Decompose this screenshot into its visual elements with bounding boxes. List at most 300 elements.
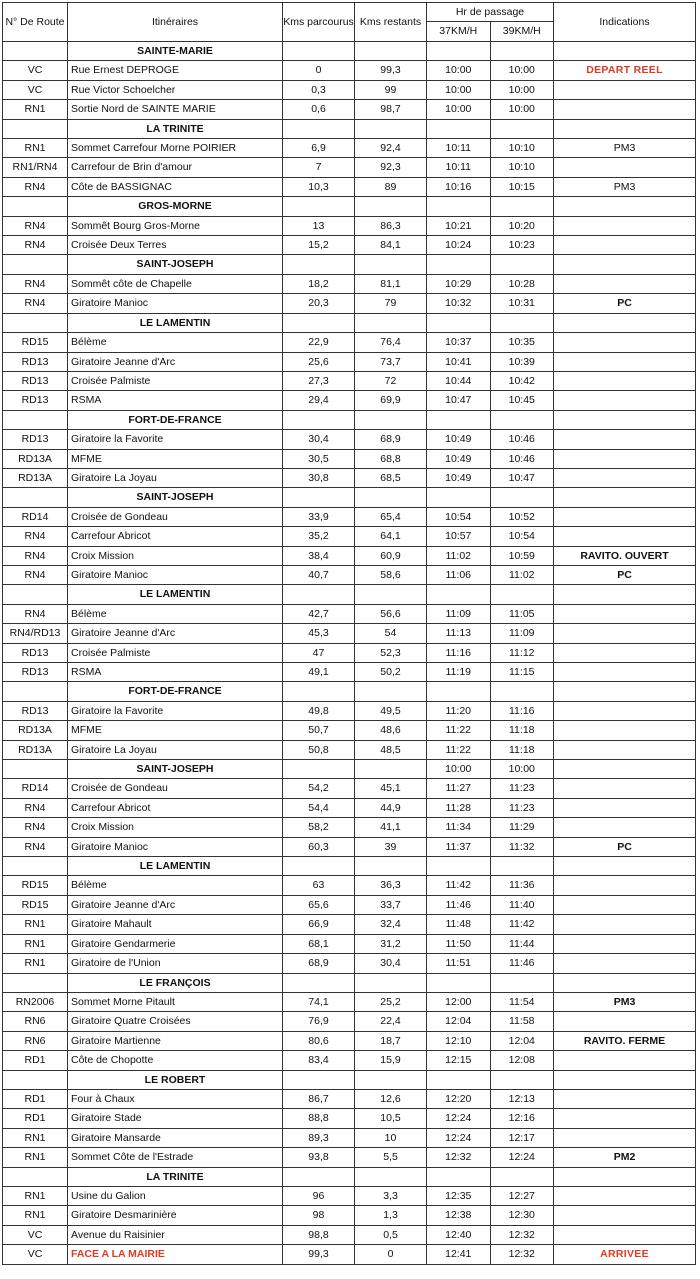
kms-restants-cell: 12,6 (355, 1089, 427, 1108)
time-37-cell: 12:20 (427, 1089, 491, 1108)
table-row (3, 954, 696, 973)
kms-parcourus-cell: 42,7 (283, 604, 355, 623)
section-row (3, 255, 696, 274)
indication-cell: DEPART REEL (554, 61, 696, 80)
time-37-cell: 12:40 (427, 1225, 491, 1244)
section-ind-cell (554, 857, 696, 876)
route-cell: RN4 (3, 274, 68, 293)
kms-parcourus-cell: 65,6 (283, 895, 355, 914)
itinerary-cell: Bélème (68, 876, 283, 895)
itinerary-cell: Carrefour Abricot (68, 527, 283, 546)
route-cell: RN6 (3, 1012, 68, 1031)
indication-cell: PM3 (554, 139, 696, 158)
table-row (3, 1128, 696, 1147)
route-cell: RD13 (3, 663, 68, 682)
header-kms-parcourus: Kms parcourus (283, 3, 355, 42)
kms-parcourus-cell: 98 (283, 1206, 355, 1225)
time-37-cell: 12:38 (427, 1206, 491, 1225)
route-cell: RD1 (3, 1109, 68, 1128)
table-row (3, 61, 696, 80)
itinerary-cell: Giratoire Gendarmerie (68, 934, 283, 953)
indication-cell (554, 818, 696, 837)
header-speed-37: 37KM/H (427, 22, 491, 42)
section-ind-cell (554, 255, 696, 274)
kms-restants-cell: 10 (355, 1128, 427, 1147)
kms-restants-cell: 54 (355, 624, 427, 643)
itinerary-cell: Rue Victor Schoelcher (68, 80, 283, 99)
header-kms-restants: Kms restants (355, 3, 427, 42)
indication-cell (554, 1206, 696, 1225)
itinerary-cell: Giratoire Manioc (68, 294, 283, 313)
section-time-37 (427, 682, 491, 701)
itinerary-cell: Sommet Côte de l'Estrade (68, 1148, 283, 1167)
section-route-cell (3, 1167, 68, 1186)
time-39-cell: 12:32 (490, 1225, 554, 1244)
time-39-cell: 11:36 (490, 876, 554, 895)
indication-cell (554, 430, 696, 449)
section-name: LE LAMENTIN (68, 857, 283, 876)
kms-restants-cell: 41,1 (355, 818, 427, 837)
itinerary-cell: Giratoire Stade (68, 1109, 283, 1128)
section-route-cell (3, 42, 68, 61)
route-cell: RD13 (3, 643, 68, 662)
kms-parcourus-cell: 93,8 (283, 1148, 355, 1167)
indication-cell: RAVITO. OUVERT (554, 546, 696, 565)
itinerary-cell: Giratoire La Joyau (68, 468, 283, 487)
time-39-cell: 11:23 (490, 779, 554, 798)
time-37-cell: 10:00 (427, 80, 491, 99)
table-row (3, 565, 696, 584)
section-ind-cell (554, 682, 696, 701)
section-name: LA TRINITE (68, 1167, 283, 1186)
table-row (3, 80, 696, 99)
route-cell: RN4 (3, 236, 68, 255)
section-time-39 (490, 682, 554, 701)
section-route-cell (3, 682, 68, 701)
kms-parcourus-cell: 80,6 (283, 1031, 355, 1050)
section-time-37 (427, 488, 491, 507)
time-39-cell: 12:30 (490, 1206, 554, 1225)
section-kp-cell (283, 42, 355, 61)
itinerary-cell: Four à Chaux (68, 1089, 283, 1108)
indication-cell: PM3 (554, 177, 696, 196)
section-kp-cell (283, 973, 355, 992)
itinerary-cell: Giratoire Manioc (68, 565, 283, 584)
itinerary-cell: Bélème (68, 333, 283, 352)
section-kr-cell (355, 682, 427, 701)
indication-cell (554, 1089, 696, 1108)
time-39-cell: 10:46 (490, 449, 554, 468)
section-name: LE LAMENTIN (68, 313, 283, 332)
time-39-cell: 10:00 (490, 100, 554, 119)
table-row (3, 837, 696, 856)
kms-parcourus-cell: 25,6 (283, 352, 355, 371)
kms-restants-cell: 15,9 (355, 1051, 427, 1070)
time-39-cell: 12:27 (490, 1186, 554, 1205)
itinerary-cell: Usine du Galion (68, 1186, 283, 1205)
kms-restants-cell: 84,1 (355, 236, 427, 255)
time-37-cell: 10:21 (427, 216, 491, 235)
table-row (3, 604, 696, 623)
indication-cell (554, 915, 696, 934)
itinerary-cell: Giratoire Jeanne d'Arc (68, 895, 283, 914)
route-cell: RN1 (3, 1206, 68, 1225)
kms-parcourus-cell: 49,1 (283, 663, 355, 682)
time-37-cell: 12:10 (427, 1031, 491, 1050)
route-cell: RN1 (3, 1186, 68, 1205)
kms-restants-cell: 33,7 (355, 895, 427, 914)
kms-restants-cell: 76,4 (355, 333, 427, 352)
indication-cell: ARRIVEE (554, 1245, 696, 1264)
kms-parcourus-cell: 29,4 (283, 391, 355, 410)
itinerary-cell: Giratoire Mahault (68, 915, 283, 934)
time-37-cell: 11:09 (427, 604, 491, 623)
section-kp-cell (283, 760, 355, 779)
indication-cell (554, 274, 696, 293)
kms-restants-cell: 99 (355, 80, 427, 99)
section-kr-cell (355, 973, 427, 992)
time-39-cell: 11:32 (490, 837, 554, 856)
kms-restants-cell: 92,3 (355, 158, 427, 177)
section-name: LE LAMENTIN (68, 585, 283, 604)
itinerary-cell: Côte de BASSIGNAC (68, 177, 283, 196)
time-39-cell: 12:24 (490, 1148, 554, 1167)
section-time-39 (490, 313, 554, 332)
time-39-cell: 10:54 (490, 527, 554, 546)
route-cell: RD13 (3, 352, 68, 371)
kms-restants-cell: 50,2 (355, 663, 427, 682)
time-39-cell: 10:35 (490, 333, 554, 352)
time-37-cell: 10:29 (427, 274, 491, 293)
table-row (3, 177, 696, 196)
kms-parcourus-cell: 66,9 (283, 915, 355, 934)
route-cell: RD14 (3, 507, 68, 526)
route-cell: RN1 (3, 915, 68, 934)
itinerary-cell: Bélème (68, 604, 283, 623)
kms-restants-cell: 48,6 (355, 721, 427, 740)
time-39-cell: 11:40 (490, 895, 554, 914)
section-time-37 (427, 119, 491, 138)
kms-parcourus-cell: 86,7 (283, 1089, 355, 1108)
header-hr-passage: Hr de passage (427, 3, 554, 22)
section-route-cell (3, 488, 68, 507)
section-time-39 (490, 255, 554, 274)
indication-cell (554, 216, 696, 235)
itinerary-cell: Sommet Carrefour Morne POIRIER (68, 139, 283, 158)
kms-parcourus-cell: 40,7 (283, 565, 355, 584)
section-kr-cell (355, 488, 427, 507)
time-37-cell: 11:51 (427, 954, 491, 973)
route-cell: RN4 (3, 798, 68, 817)
table-row (3, 895, 696, 914)
section-kr-cell (355, 1167, 427, 1186)
time-39-cell: 10:10 (490, 158, 554, 177)
route-cell: RD13A (3, 468, 68, 487)
section-row (3, 197, 696, 216)
itinerary-cell: Croix Mission (68, 818, 283, 837)
section-time-39 (490, 1167, 554, 1186)
kms-restants-cell: 25,2 (355, 992, 427, 1011)
indication-cell (554, 527, 696, 546)
section-route-cell (3, 1070, 68, 1089)
kms-restants-cell: 73,7 (355, 352, 427, 371)
indication-cell (554, 779, 696, 798)
table-row (3, 1186, 696, 1205)
time-39-cell: 10:59 (490, 546, 554, 565)
table-row (3, 779, 696, 798)
indication-cell: PM2 (554, 1148, 696, 1167)
table-row (3, 643, 696, 662)
section-route-cell (3, 313, 68, 332)
table-row (3, 624, 696, 643)
route-cell: VC (3, 1225, 68, 1244)
indication-cell (554, 1109, 696, 1128)
table-row (3, 546, 696, 565)
section-route-cell (3, 410, 68, 429)
section-ind-cell (554, 119, 696, 138)
time-39-cell: 10:23 (490, 236, 554, 255)
time-39-cell: 10:28 (490, 274, 554, 293)
time-39-cell: 11:46 (490, 954, 554, 973)
kms-parcourus-cell: 54,2 (283, 779, 355, 798)
route-cell: RN4 (3, 565, 68, 584)
route-cell: RN4 (3, 604, 68, 623)
time-39-cell: 10:10 (490, 139, 554, 158)
kms-restants-cell: 60,9 (355, 546, 427, 565)
indication-cell: PC (554, 837, 696, 856)
section-route-cell (3, 760, 68, 779)
indication-cell (554, 449, 696, 468)
itinerary-table (2, 2, 696, 1265)
header-speed-39: 39KM/H (490, 22, 554, 42)
kms-parcourus-cell: 76,9 (283, 1012, 355, 1031)
route-cell: RD1 (3, 1051, 68, 1070)
indication-cell: PC (554, 294, 696, 313)
time-37-cell: 10:47 (427, 391, 491, 410)
time-37-cell: 11:20 (427, 701, 491, 720)
time-39-cell: 12:32 (490, 1245, 554, 1264)
kms-restants-cell: 99,3 (355, 61, 427, 80)
kms-restants-cell: 68,5 (355, 468, 427, 487)
indication-cell: PC (554, 565, 696, 584)
itinerary-cell: Giratoire la Favorite (68, 430, 283, 449)
itinerary-cell: MFME (68, 449, 283, 468)
time-37-cell: 10:49 (427, 468, 491, 487)
time-39-cell: 12:04 (490, 1031, 554, 1050)
time-39-cell: 10:00 (490, 61, 554, 80)
kms-parcourus-cell: 18,2 (283, 274, 355, 293)
route-cell: RN2006 (3, 992, 68, 1011)
section-name: SAINT-JOSEPH (68, 255, 283, 274)
itinerary-cell: Giratoire Mansarde (68, 1128, 283, 1147)
itinerary-cell: Giratoire Desmarinière (68, 1206, 283, 1225)
section-time-39 (490, 410, 554, 429)
section-time-37 (427, 857, 491, 876)
section-ind-cell (554, 410, 696, 429)
section-time-39 (490, 119, 554, 138)
table-row (3, 701, 696, 720)
indication-cell (554, 721, 696, 740)
kms-parcourus-cell: 58,2 (283, 818, 355, 837)
section-row (3, 1167, 696, 1186)
time-37-cell: 10:57 (427, 527, 491, 546)
time-37-cell: 11:37 (427, 837, 491, 856)
kms-restants-cell: 45,1 (355, 779, 427, 798)
table-row (3, 1012, 696, 1031)
kms-restants-cell: 22,4 (355, 1012, 427, 1031)
time-37-cell: 10:49 (427, 430, 491, 449)
route-cell: VC (3, 80, 68, 99)
table-row (3, 1051, 696, 1070)
time-39-cell: 11:42 (490, 915, 554, 934)
time-37-cell: 10:24 (427, 236, 491, 255)
time-39-cell: 10:15 (490, 177, 554, 196)
time-37-cell: 12:04 (427, 1012, 491, 1031)
section-ind-cell (554, 313, 696, 332)
kms-parcourus-cell: 0,6 (283, 100, 355, 119)
section-time-37 (427, 42, 491, 61)
kms-parcourus-cell: 89,3 (283, 1128, 355, 1147)
route-cell: RD1 (3, 1089, 68, 1108)
indication-cell (554, 604, 696, 623)
indication-cell (554, 876, 696, 895)
route-cell: RD14 (3, 779, 68, 798)
section-kp-cell (283, 313, 355, 332)
section-name: FORT-DE-FRANCE (68, 682, 283, 701)
time-39-cell: 11:58 (490, 1012, 554, 1031)
itinerary-cell: Sommet Morne Pitault (68, 992, 283, 1011)
indication-cell (554, 468, 696, 487)
time-39-cell: 11:16 (490, 701, 554, 720)
kms-restants-cell: 3,3 (355, 1186, 427, 1205)
route-cell: RN1 (3, 954, 68, 973)
section-name: FORT-DE-FRANCE (68, 410, 283, 429)
kms-parcourus-cell: 0 (283, 61, 355, 80)
itinerary-cell: Giratoire Manioc (68, 837, 283, 856)
section-kp-cell (283, 255, 355, 274)
table-row (3, 1245, 696, 1264)
itinerary-cell: MFME (68, 721, 283, 740)
kms-parcourus-cell: 68,9 (283, 954, 355, 973)
section-time-37 (427, 313, 491, 332)
kms-restants-cell: 52,3 (355, 643, 427, 662)
section-name: SAINT-JOSEPH (68, 488, 283, 507)
itinerary-cell: Croisée Palmiste (68, 643, 283, 662)
section-kr-cell (355, 760, 427, 779)
time-39-cell: 11:29 (490, 818, 554, 837)
kms-parcourus-cell: 13 (283, 216, 355, 235)
kms-restants-cell: 72 (355, 371, 427, 390)
indication-cell: PM3 (554, 992, 696, 1011)
route-cell: RN1/RN4 (3, 158, 68, 177)
indication-cell (554, 158, 696, 177)
indication-cell (554, 1012, 696, 1031)
header-route: N° De Route (3, 3, 68, 42)
time-39-cell: 11:05 (490, 604, 554, 623)
section-name: GROS-MORNE (68, 197, 283, 216)
time-37-cell: 10:11 (427, 139, 491, 158)
section-route-cell (3, 197, 68, 216)
time-39-cell: 10:39 (490, 352, 554, 371)
time-37-cell: 11:13 (427, 624, 491, 643)
route-cell: RN1 (3, 1128, 68, 1147)
indication-cell (554, 1051, 696, 1070)
kms-parcourus-cell: 49,8 (283, 701, 355, 720)
section-route-cell (3, 119, 68, 138)
kms-restants-cell: 32,4 (355, 915, 427, 934)
section-route-cell (3, 585, 68, 604)
section-time-39 (490, 1070, 554, 1089)
section-time-39 (490, 488, 554, 507)
kms-parcourus-cell: 83,4 (283, 1051, 355, 1070)
kms-restants-cell: 56,6 (355, 604, 427, 623)
route-cell: RD13 (3, 371, 68, 390)
kms-parcourus-cell: 15,2 (283, 236, 355, 255)
kms-restants-cell: 18,7 (355, 1031, 427, 1050)
section-route-cell (3, 857, 68, 876)
kms-restants-cell: 0,5 (355, 1225, 427, 1244)
kms-parcourus-cell: 10,3 (283, 177, 355, 196)
route-cell: RN1 (3, 100, 68, 119)
itinerary-cell: RSMA (68, 663, 283, 682)
indication-cell (554, 701, 696, 720)
itinerary-cell: Croisée Deux Terres (68, 236, 283, 255)
kms-restants-cell: 92,4 (355, 139, 427, 158)
route-cell: RN4 (3, 177, 68, 196)
kms-restants-cell: 39 (355, 837, 427, 856)
indication-cell (554, 80, 696, 99)
indication-cell (554, 333, 696, 352)
section-time-37: 10:00 (427, 760, 491, 779)
time-39-cell: 11:15 (490, 663, 554, 682)
time-37-cell: 11:22 (427, 740, 491, 759)
table-row (3, 740, 696, 759)
time-37-cell: 11:28 (427, 798, 491, 817)
section-kr-cell (355, 42, 427, 61)
section-kr-cell (355, 119, 427, 138)
indication-cell (554, 100, 696, 119)
time-39-cell: 12:08 (490, 1051, 554, 1070)
kms-restants-cell: 86,3 (355, 216, 427, 235)
time-37-cell: 10:37 (427, 333, 491, 352)
kms-parcourus-cell: 68,1 (283, 934, 355, 953)
section-row (3, 973, 696, 992)
time-37-cell: 11:27 (427, 779, 491, 798)
kms-restants-cell: 5,5 (355, 1148, 427, 1167)
indication-cell (554, 740, 696, 759)
section-row (3, 682, 696, 701)
table-row (3, 236, 696, 255)
kms-restants-cell: 79 (355, 294, 427, 313)
section-time-39 (490, 42, 554, 61)
kms-parcourus-cell: 30,5 (283, 449, 355, 468)
table-row (3, 798, 696, 817)
route-cell: RN4 (3, 527, 68, 546)
table-row (3, 934, 696, 953)
time-39-cell: 10:45 (490, 391, 554, 410)
time-39-cell: 11:18 (490, 740, 554, 759)
itinerary-cell: Sommêt Bourg Gros-Morne (68, 216, 283, 235)
indication-cell: RAVITO. FERME (554, 1031, 696, 1050)
route-cell: RN4 (3, 216, 68, 235)
itinerary-cell: Côte de Chopotte (68, 1051, 283, 1070)
section-row (3, 585, 696, 604)
time-37-cell: 11:22 (427, 721, 491, 740)
kms-parcourus-cell: 50,8 (283, 740, 355, 759)
time-37-cell: 11:34 (427, 818, 491, 837)
kms-restants-cell: 69,9 (355, 391, 427, 410)
table-row (3, 391, 696, 410)
